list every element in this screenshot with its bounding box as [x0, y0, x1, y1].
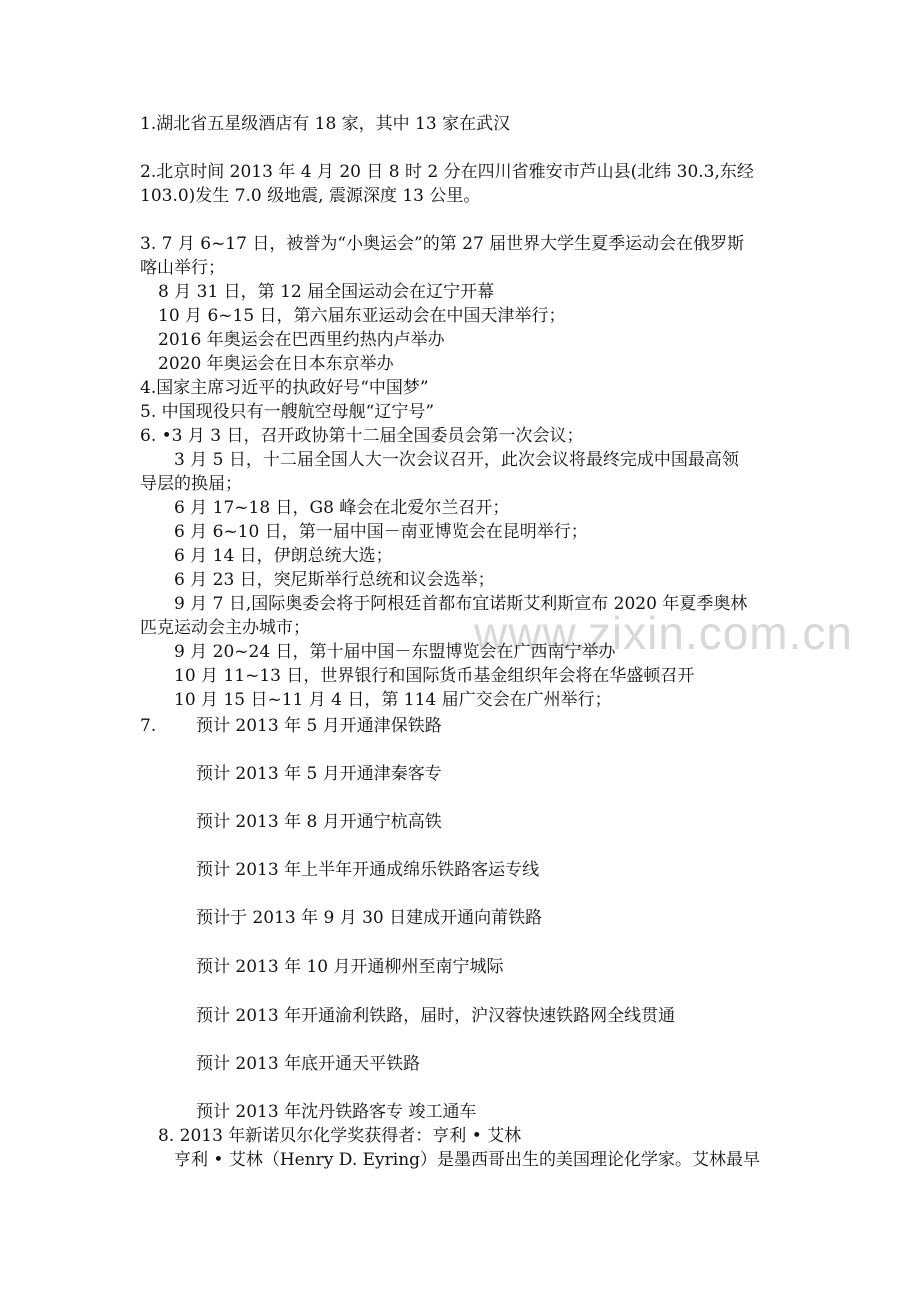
item-6-line-10: 9 月 20~24 日，第十届中国－东盟博览会在广西南宁举办 — [174, 642, 616, 662]
item-7-number: 7. — [140, 716, 157, 736]
item-7-line-3: 预计 2013 年 8 月开通宁杭高铁 — [196, 812, 442, 832]
item-6-line-11: 10 月 11~13 日，世界银行和国际货币基金组织年会将在华盛顿召开 — [174, 666, 695, 686]
item-3-line-6: 2020 年奥运会在日本东京举办 — [158, 354, 394, 374]
item-7-line-1: 预计 2013 年 5 月开通津保铁路 — [196, 716, 442, 736]
item-2-line-1: 2.北京时间 2013 年 4 月 20 日 8 时 2 分在四川省雅安市芦山县(北纬 30.3,东经 — [140, 162, 754, 182]
watermark: www.zixin.com.cn — [474, 607, 853, 659]
item-1: 1.湖北省五星级酒店有 18 家，其中 13 家在武汉 — [140, 114, 511, 134]
item-5: 5. 中国现役只有一艘航空母舰“辽宁号” — [140, 402, 435, 422]
item-6-line-6: 6 月 14 日，伊朗总统大选； — [174, 546, 393, 566]
item-3-line-4: 10 月 6~15 日，第六届东亚运动会在中国天津举行； — [158, 306, 566, 326]
item-7-line-4: 预计 2013 年上半年开通成绵乐铁路客运专线 — [196, 860, 540, 880]
item-7-line-9: 预计 2013 年沈丹铁路客专 竣工通车 — [196, 1102, 477, 1122]
item-4: 4.国家主席习近平的执政好号“中国梦” — [140, 378, 429, 398]
item-7-line-7: 预计 2013 年开通渝利铁路，届时，沪汉蓉快速铁路网全线贯通 — [196, 1006, 676, 1026]
item-6-line-2: 3 月 5 日，十二届全国人大一次会议召开，此次会议将最终完成中国最高领 — [174, 450, 739, 470]
item-3-line-2: 喀山举行； — [140, 258, 225, 278]
item-3-line-1: 3. 7 月 6~17 日，被誉为“小奥运会”的第 27 届世界大学生夏季运动会在俄罗斯 — [140, 234, 745, 254]
item-6-line-8: 9 月 7 日,国际奥委会将于阿根廷首都布宜诺斯艾利斯宣布 2020 年夏季奥林 — [174, 594, 748, 614]
item-2-line-2: 103.0)发生 7.0 级地震, 震源深度 13 公里。 — [140, 186, 481, 206]
item-6-line-3: 导层的换届； — [140, 474, 242, 494]
item-6-line-7: 6 月 23 日，突尼斯举行总统和议会选举； — [174, 570, 495, 590]
item-6-line-12: 10 月 15 日~11 月 4 日，第 114 届广交会在广州举行； — [174, 690, 612, 710]
item-6-line-5: 6 月 6~10 日，第一届中国－南亚博览会在昆明举行； — [174, 522, 588, 542]
item-7-line-8: 预计 2013 年底开通天平铁路 — [196, 1054, 421, 1074]
item-8-line-1: 8. 2013 年新诺贝尔化学奖获得者：亨利 • 艾林 — [158, 1126, 522, 1146]
item-3-line-3: 8 月 31 日，第 12 届全国运动会在辽宁开幕 — [158, 282, 495, 302]
item-7-line-5: 预计于 2013 年 9 月 30 日建成开通向莆铁路 — [196, 908, 543, 928]
item-7-line-6: 预计 2013 年 10 月开通柳州至南宁城际 — [196, 957, 504, 977]
item-7-line-2: 预计 2013 年 5 月开通津秦客专 — [196, 764, 442, 784]
item-6-line-4: 6 月 17~18 日，G8 峰会在北爱尔兰召开； — [174, 498, 510, 518]
item-3-line-5: 2016 年奥运会在巴西里约热内卢举办 — [158, 330, 445, 350]
item-8-line-2: 亨利 • 艾林（Henry D. Eyring）是墨西哥出生的美国理论化学家。艾林最早 — [174, 1150, 761, 1170]
item-6-line-1: 6. •3 月 3 日，召开政协第十二届全国委员会第一次会议； — [140, 426, 584, 446]
item-6-line-9: 匹克运动会主办城市； — [140, 618, 310, 638]
